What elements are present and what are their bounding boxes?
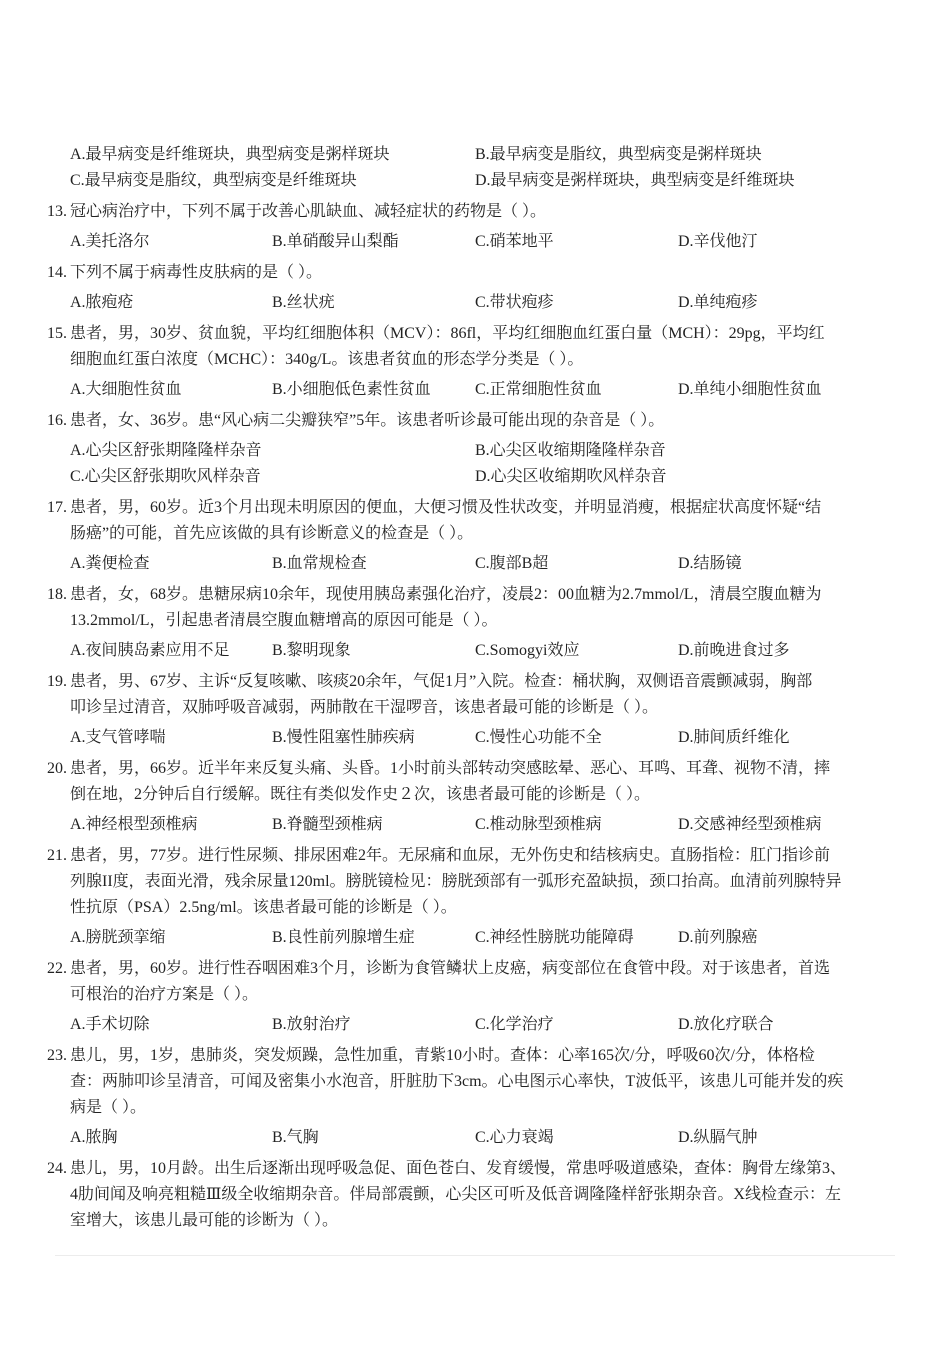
option-a: A.膀胱颈挛缩 <box>70 929 166 946</box>
question-text-continued: 查：两肺叩诊呈清音，可闻及密集小水泡音，肝脏肋下3cm。心电图示心率快，T波低平，该患儿可能并发的疾 <box>70 1073 844 1090</box>
question-text-continued: 13.2mmol/L，引起患者清晨空腹血糖增高的原因可能是（ ）。 <box>70 612 498 629</box>
option-b: B.血常规检查 <box>272 555 367 572</box>
option-a: A.最早病变是纤维斑块，典型病变是粥样斑块 <box>70 146 390 163</box>
question-text: 患者，女、36岁。患“风心病二尖瓣狭窄”5年。该患者听诊最可能出现的杂音是（ ）。 <box>70 412 665 429</box>
option-d: D.交感神经型颈椎病 <box>678 816 822 833</box>
question-number: 23. <box>47 1047 67 1064</box>
question-text: 患者，女，68岁。患糖尿病10余年，现使用胰岛素强化治疗，凌晨2：00血糖为2.7mmol/L，清晨空腹血糖为 <box>70 586 822 603</box>
question-line <box>47 582 907 608</box>
question-12-options-row-2 <box>47 168 907 194</box>
option-a: A.支气管哮喘 <box>70 729 166 746</box>
option-c: C.Somogyi效应 <box>475 642 580 659</box>
question-19-options <box>47 725 907 751</box>
question-text: 患者，男，30岁、贫血貌，平均红细胞体积（MCV）：86fl，平均红细胞血红蛋白量（MCH）：29pg，平均红 <box>70 325 825 342</box>
question-13-options <box>47 229 907 255</box>
question-number: 17. <box>47 499 67 516</box>
question-line <box>47 756 907 782</box>
question-21-options <box>47 925 907 951</box>
exam-page <box>47 142 907 1234</box>
option-c: C.慢性心功能不全 <box>475 729 602 746</box>
question-17 <box>47 495 907 547</box>
option-b: B.黎明现象 <box>272 642 351 659</box>
option-b: B.单硝酸异山梨酯 <box>272 233 399 250</box>
question-text: 患者，男，66岁。近半年来反复头痛、头昏。1小时前头部转动突感眩晕、恶心、耳鸣、耳聋、视物不清，摔 <box>70 760 831 777</box>
question-text: 患者，男，60岁。进行性吞咽困难3个月，诊断为食管鳞状上皮癌，病变部位在食管中段。对于该患者，首选 <box>70 960 831 977</box>
question-text-continued: 室增大，该患儿最可能的诊断为（ ）。 <box>70 1212 339 1229</box>
question-text-continued: 肠癌”的可能，首先应该做的具有诊断意义的检查是（ ）。 <box>70 525 474 542</box>
option-d: D.单纯疱疹 <box>678 294 758 311</box>
question-text-continued: 倒在地，2分钟后自行缓解。既往有类似发作史２次，该患者最可能的诊断是（ ）。 <box>70 786 651 803</box>
question-line <box>47 1043 907 1069</box>
option-c: C.正常细胞性贫血 <box>475 381 602 398</box>
question-17-options <box>47 551 907 577</box>
question-12-options-row-1 <box>47 142 907 168</box>
question-text-continued: 性抗原（PSA）2.5ng/ml。该患者最可能的诊断是（ ）。 <box>70 899 457 916</box>
question-13 <box>47 199 907 225</box>
option-a: A.神经根型颈椎病 <box>70 816 198 833</box>
option-a: A.脓胸 <box>70 1129 118 1146</box>
question-number: 13. <box>47 203 67 220</box>
question-16-options-row-2 <box>47 464 907 490</box>
option-b: B.气胸 <box>272 1129 319 1146</box>
option-d: D.前列腺癌 <box>678 929 758 946</box>
option-c: C.心力衰竭 <box>475 1129 554 1146</box>
option-d: D.最早病变是粥样斑块，典型病变是纤维斑块 <box>475 172 795 189</box>
option-c: C.椎动脉型颈椎病 <box>475 816 602 833</box>
question-18 <box>47 582 907 634</box>
question-text: 冠心病治疗中，下列不属于改善心肌缺血、减轻症状的药物是（ ）。 <box>70 203 547 220</box>
option-b: B.良性前列腺增生症 <box>272 929 415 946</box>
option-a: A.粪便检查 <box>70 555 150 572</box>
question-line <box>47 1156 907 1182</box>
question-line <box>47 199 907 225</box>
option-a: A.心尖区舒张期隆隆样杂音 <box>70 442 262 459</box>
option-d: D.纵膈气肿 <box>678 1129 758 1146</box>
question-15-options <box>47 377 907 403</box>
question-text: 患儿，男，10月龄。出生后逐渐出现呼吸急促、面色苍白、发育缓慢，常患呼吸道感染，查体：胸骨左缘第3、 <box>70 1160 847 1177</box>
question-line <box>47 669 907 695</box>
option-a: A.手术切除 <box>70 1016 150 1033</box>
option-d: D.单纯小细胞性贫血 <box>678 381 822 398</box>
option-c: C.神经性膀胱功能障碍 <box>475 929 634 946</box>
question-number: 21. <box>47 847 67 864</box>
question-21 <box>47 843 907 921</box>
question-text: 下列不属于病毒性皮肤病的是（ ）。 <box>70 264 323 281</box>
question-text-continued: 细胞血红蛋白浓度（MCHC）：340g/L。该患者贫血的形态学分类是（ ）。 <box>70 351 584 368</box>
option-c: C.化学治疗 <box>475 1016 554 1033</box>
question-text-continued: 可根治的治疗方案是（ ）。 <box>70 986 259 1003</box>
question-line <box>47 321 907 347</box>
option-a: A.美托洛尔 <box>70 233 150 250</box>
question-line <box>47 408 907 434</box>
question-text-continued: 列腺II度，表面光滑，残余尿量120ml。膀胱镜检见：膀胱颈部有一弧形充盈缺损，颈口抬高。血清前列腺特异 <box>70 873 842 890</box>
question-number: 16. <box>47 412 67 429</box>
question-text-continued: 叩诊呈过清音，双肺呼吸音减弱，两肺散在干湿啰音，该患者最可能的诊断是（ ）。 <box>70 699 659 716</box>
option-c: C.硝苯地平 <box>475 233 554 250</box>
question-number: 24. <box>47 1160 67 1177</box>
option-a: A.脓疱疮 <box>70 294 134 311</box>
option-d: D.放化疗联合 <box>678 1016 774 1033</box>
question-23 <box>47 1043 907 1121</box>
option-c: C.最早病变是脂纹，典型病变是纤维斑块 <box>70 172 357 189</box>
question-14-options <box>47 290 907 316</box>
question-22 <box>47 956 907 1008</box>
question-22-options <box>47 1012 907 1038</box>
question-text: 患者，男、67岁、主诉“反复咳嗽、咳痰20余年，气促1月”入院。检查：桶状胸，双侧语音震颤减弱，胸部 <box>70 673 813 690</box>
option-b: B.放射治疗 <box>272 1016 351 1033</box>
question-20 <box>47 756 907 808</box>
option-b: B.脊髓型颈椎病 <box>272 816 383 833</box>
question-16 <box>47 408 907 434</box>
option-a: A.夜间胰岛素应用不足 <box>70 642 230 659</box>
question-text-continued: 病是（ ）。 <box>70 1099 147 1116</box>
option-c: C.心尖区舒张期吹风样杂音 <box>70 468 261 485</box>
question-19 <box>47 669 907 721</box>
question-line <box>47 843 907 869</box>
question-18-options <box>47 638 907 664</box>
option-b: B.小细胞低色素性贫血 <box>272 381 431 398</box>
question-15 <box>47 321 907 373</box>
option-d: D.前晚进食过多 <box>678 642 790 659</box>
question-text: 患者，男，60岁。近3个月出现未明原因的便血，大便习惯及性状改变，并明显消瘦，根据症状高度怀疑“结 <box>70 499 822 516</box>
question-number: 18. <box>47 586 67 603</box>
question-24 <box>47 1156 907 1234</box>
question-number: 14. <box>47 264 67 281</box>
question-number: 22. <box>47 960 67 977</box>
option-b: B.最早病变是脂纹，典型病变是粥样斑块 <box>475 146 762 163</box>
question-number: 20. <box>47 760 67 777</box>
option-b: B.慢性阻塞性肺疾病 <box>272 729 415 746</box>
question-14 <box>47 260 907 286</box>
option-c: C.带状疱疹 <box>475 294 554 311</box>
page-bottom-divider <box>55 1255 895 1256</box>
option-c: C.腹部B超 <box>475 555 549 572</box>
question-text: 患儿，男，1岁，患肺炎，突发烦躁，急性加重，青紫10小时。查体：心率165次/分，呼吸60次/分，体格检 <box>70 1047 815 1064</box>
question-line <box>47 495 907 521</box>
option-d: D.心尖区收缩期吹风样杂音 <box>475 468 667 485</box>
question-line <box>47 956 907 982</box>
question-number: 19. <box>47 673 67 690</box>
option-a: A.大细胞性贫血 <box>70 381 182 398</box>
option-d: D.肺间质纤维化 <box>678 729 790 746</box>
question-text-continued: 4肋间闻及响亮粗糙Ⅲ级全收缩期杂音。伴局部震颤，心尖区可听及低音调隆隆样舒张期杂音。X线检查示：左 <box>70 1186 841 1203</box>
question-20-options <box>47 812 907 838</box>
question-number: 15. <box>47 325 67 342</box>
question-16-options-row-1 <box>47 438 907 464</box>
question-23-options <box>47 1125 907 1151</box>
option-d: D.结肠镜 <box>678 555 742 572</box>
question-text: 患者，男，77岁。进行性尿频、排尿困难2年。无尿痛和血尿，无外伤史和结核病史。直肠指检：肛门指诊前 <box>70 847 831 864</box>
option-d: D.辛伐他汀 <box>678 233 758 250</box>
option-b: B.心尖区收缩期隆隆样杂音 <box>475 442 666 459</box>
option-b: B.丝状疣 <box>272 294 335 311</box>
question-line <box>47 260 907 286</box>
